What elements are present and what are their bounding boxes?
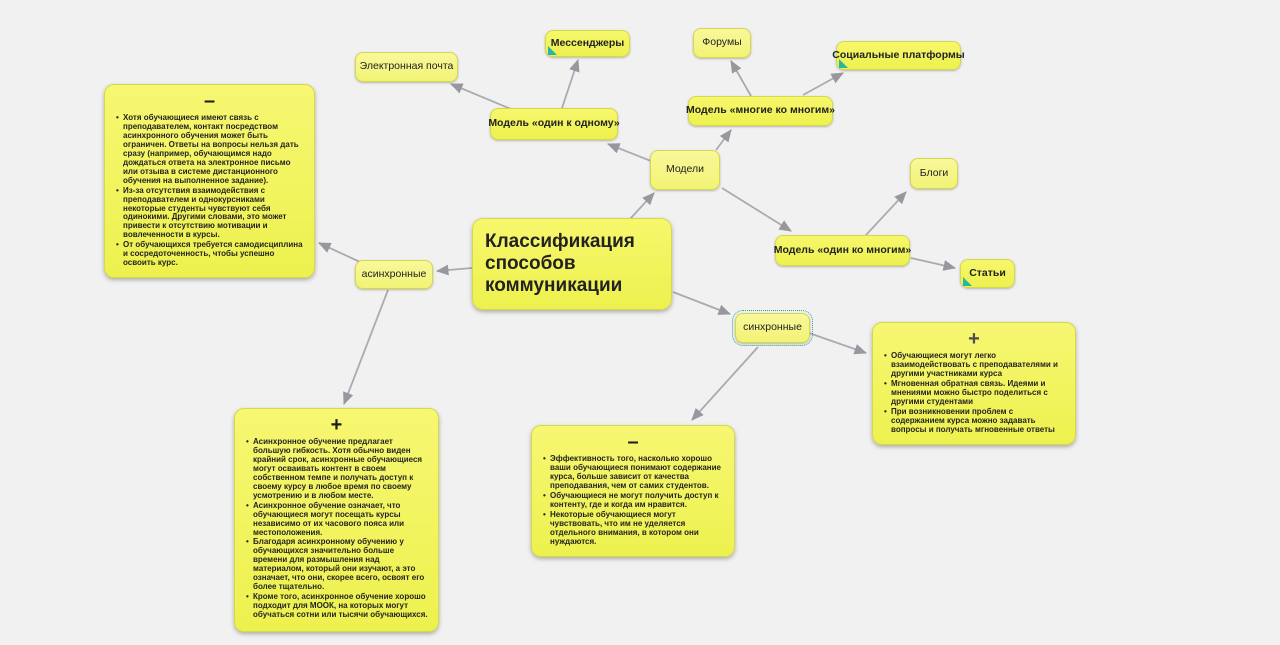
sync-pros-box[interactable] bbox=[872, 322, 1076, 445]
edge-one-to-many-blogs bbox=[866, 192, 906, 235]
node-asynchronous-label: асинхронные bbox=[361, 267, 427, 280]
list-item: • Из-за отсутствия взаимодействия с преподавателем и однокурсниками некоторые студенты чувствуют себя одинокими. Другими словами, это может привести к отсутствию мотивации и вовлеченности в курсы. bbox=[115, 187, 306, 241]
sync-cons-box[interactable] bbox=[531, 425, 735, 557]
node-messengers-label: Мессенджеры bbox=[550, 36, 625, 49]
list-item: • Эффективность того, насколько хорошо ваши обучающиеся понимают содержание курса, больше зависит от качества преподавания, чем от самих студентов. bbox=[542, 455, 726, 491]
node-models[interactable] bbox=[650, 150, 720, 190]
list-item: • Обучающиеся могут легко взаимодействовать с преподавателями и другими участниками курса bbox=[883, 352, 1067, 379]
node-model-one-to-many[interactable] bbox=[775, 235, 910, 266]
node-asynchronous[interactable] bbox=[355, 260, 433, 289]
node-model-one-to-one-label: Модель «один к одному» bbox=[488, 117, 620, 130]
async-pros-box[interactable] bbox=[234, 408, 439, 632]
plus-sign: + bbox=[330, 414, 343, 436]
sync-pros-list bbox=[881, 352, 1067, 435]
node-articles-label: Статьи bbox=[969, 266, 1006, 279]
edge-models-many-to-many bbox=[716, 130, 731, 150]
edge-many-to-many-social bbox=[803, 73, 843, 95]
plus-sign: + bbox=[968, 328, 980, 350]
edge-synchronous-cons bbox=[692, 347, 758, 420]
node-articles[interactable] bbox=[960, 259, 1015, 288]
central-topic-label: Классификация способов коммуникации bbox=[485, 230, 635, 297]
minus-sign: – bbox=[627, 431, 639, 453]
list-item: • Асинхронное обучение означает, что обучающиеся могут посещать курсы независимо от их часового пояса или местоположения. bbox=[245, 502, 430, 538]
edge-center-models bbox=[630, 193, 654, 219]
edge-asynchronous-cons bbox=[319, 243, 360, 262]
edge-models-one-to-one bbox=[608, 144, 651, 161]
edge-many-to-many-forums bbox=[731, 61, 751, 96]
node-social-platforms-label: Социальные платформы bbox=[832, 48, 965, 61]
node-forums[interactable] bbox=[693, 28, 751, 58]
list-item: • Хотя обучающиеся имеют связь с преподавателем, контакт посредством асинхронного обучения может быть ограничен. Ответы на вопросы нельзя дать сразу (например, обучающимся надо дождаться ответа на электронное письмо или отзыва в системе дистанционного обучения на выполненное задание). bbox=[115, 114, 306, 186]
edge-models-one-to-many bbox=[722, 188, 791, 231]
edge-center-synchronous bbox=[673, 292, 730, 314]
list-item: • Асинхронное обучение предлагает большую гибкость. Хотя обычно виден крайний срок, асинхронные обучающиеся могут осваивать контент в своем собственном темпе и получать доступ к своему курсу в любое время по своему усмотрению и в любом месте. bbox=[245, 438, 430, 501]
list-item: • Мгновенная обратная связь. Идеями и мнениями можно быстро поделиться с другими студентами bbox=[883, 380, 1067, 407]
node-blogs[interactable] bbox=[910, 158, 958, 189]
node-forums-label: Форумы bbox=[702, 36, 742, 49]
list-item: • От обучающихся требуется самодисциплина и сосредоточенность, чтобы успешно освоить курс. bbox=[115, 241, 306, 268]
list-item: • Обучающиеся не могут получить доступ к контенту, где и когда им нравится. bbox=[542, 492, 726, 510]
edge-synchronous-pros bbox=[809, 333, 866, 353]
node-models-label: Модели bbox=[665, 163, 705, 176]
node-central-topic[interactable] bbox=[472, 218, 672, 310]
list-item: • Благодаря асинхронному обучению у обучающихся значительно больше времени для размышления над материалом, который они изучают, а это означает, что они, скорее всего, освоят его более тщательно. bbox=[245, 538, 430, 592]
edge-one-to-many-articles bbox=[911, 258, 955, 268]
node-messengers[interactable] bbox=[545, 30, 630, 57]
edge-one-to-one-messengers bbox=[562, 60, 578, 108]
node-synchronous-label: синхронные bbox=[743, 321, 802, 334]
edge-asynchronous-pros bbox=[344, 290, 388, 404]
node-model-many-to-many-label: Модель «многие ко многим» bbox=[686, 104, 835, 117]
node-social-platforms[interactable] bbox=[832, 41, 965, 70]
sync-cons-list bbox=[540, 455, 726, 547]
node-email[interactable] bbox=[355, 52, 458, 82]
list-item: • При возникновении проблем с содержанием курса можно задавать вопросы и получать мгновенные ответы bbox=[883, 408, 1067, 435]
node-synchronous[interactable] bbox=[735, 313, 810, 343]
node-model-many-to-many[interactable] bbox=[688, 96, 833, 126]
node-email-label: Электронная почта bbox=[359, 60, 454, 73]
async-pros-list bbox=[243, 438, 430, 620]
edge-center-asynchronous bbox=[437, 268, 472, 271]
node-model-one-to-many-label: Модель «один ко многим» bbox=[773, 243, 912, 256]
list-item: • Некоторые обучающиеся могут чувствовать, что им не уделяется отдельного внимания, в котором они нуждаются. bbox=[542, 511, 726, 547]
async-cons-list bbox=[113, 114, 306, 268]
edge-one-to-one-email bbox=[451, 84, 511, 109]
list-item: • Кроме того, асинхронное обучение хорошо подходит для МООК, на которых могут обучаться сотни или тысячи обучающихся. bbox=[245, 593, 430, 620]
minus-sign: – bbox=[203, 90, 216, 112]
async-cons-box[interactable] bbox=[104, 84, 315, 278]
node-model-one-to-one[interactable] bbox=[490, 108, 618, 140]
node-blogs-label: Блоги bbox=[919, 166, 949, 179]
